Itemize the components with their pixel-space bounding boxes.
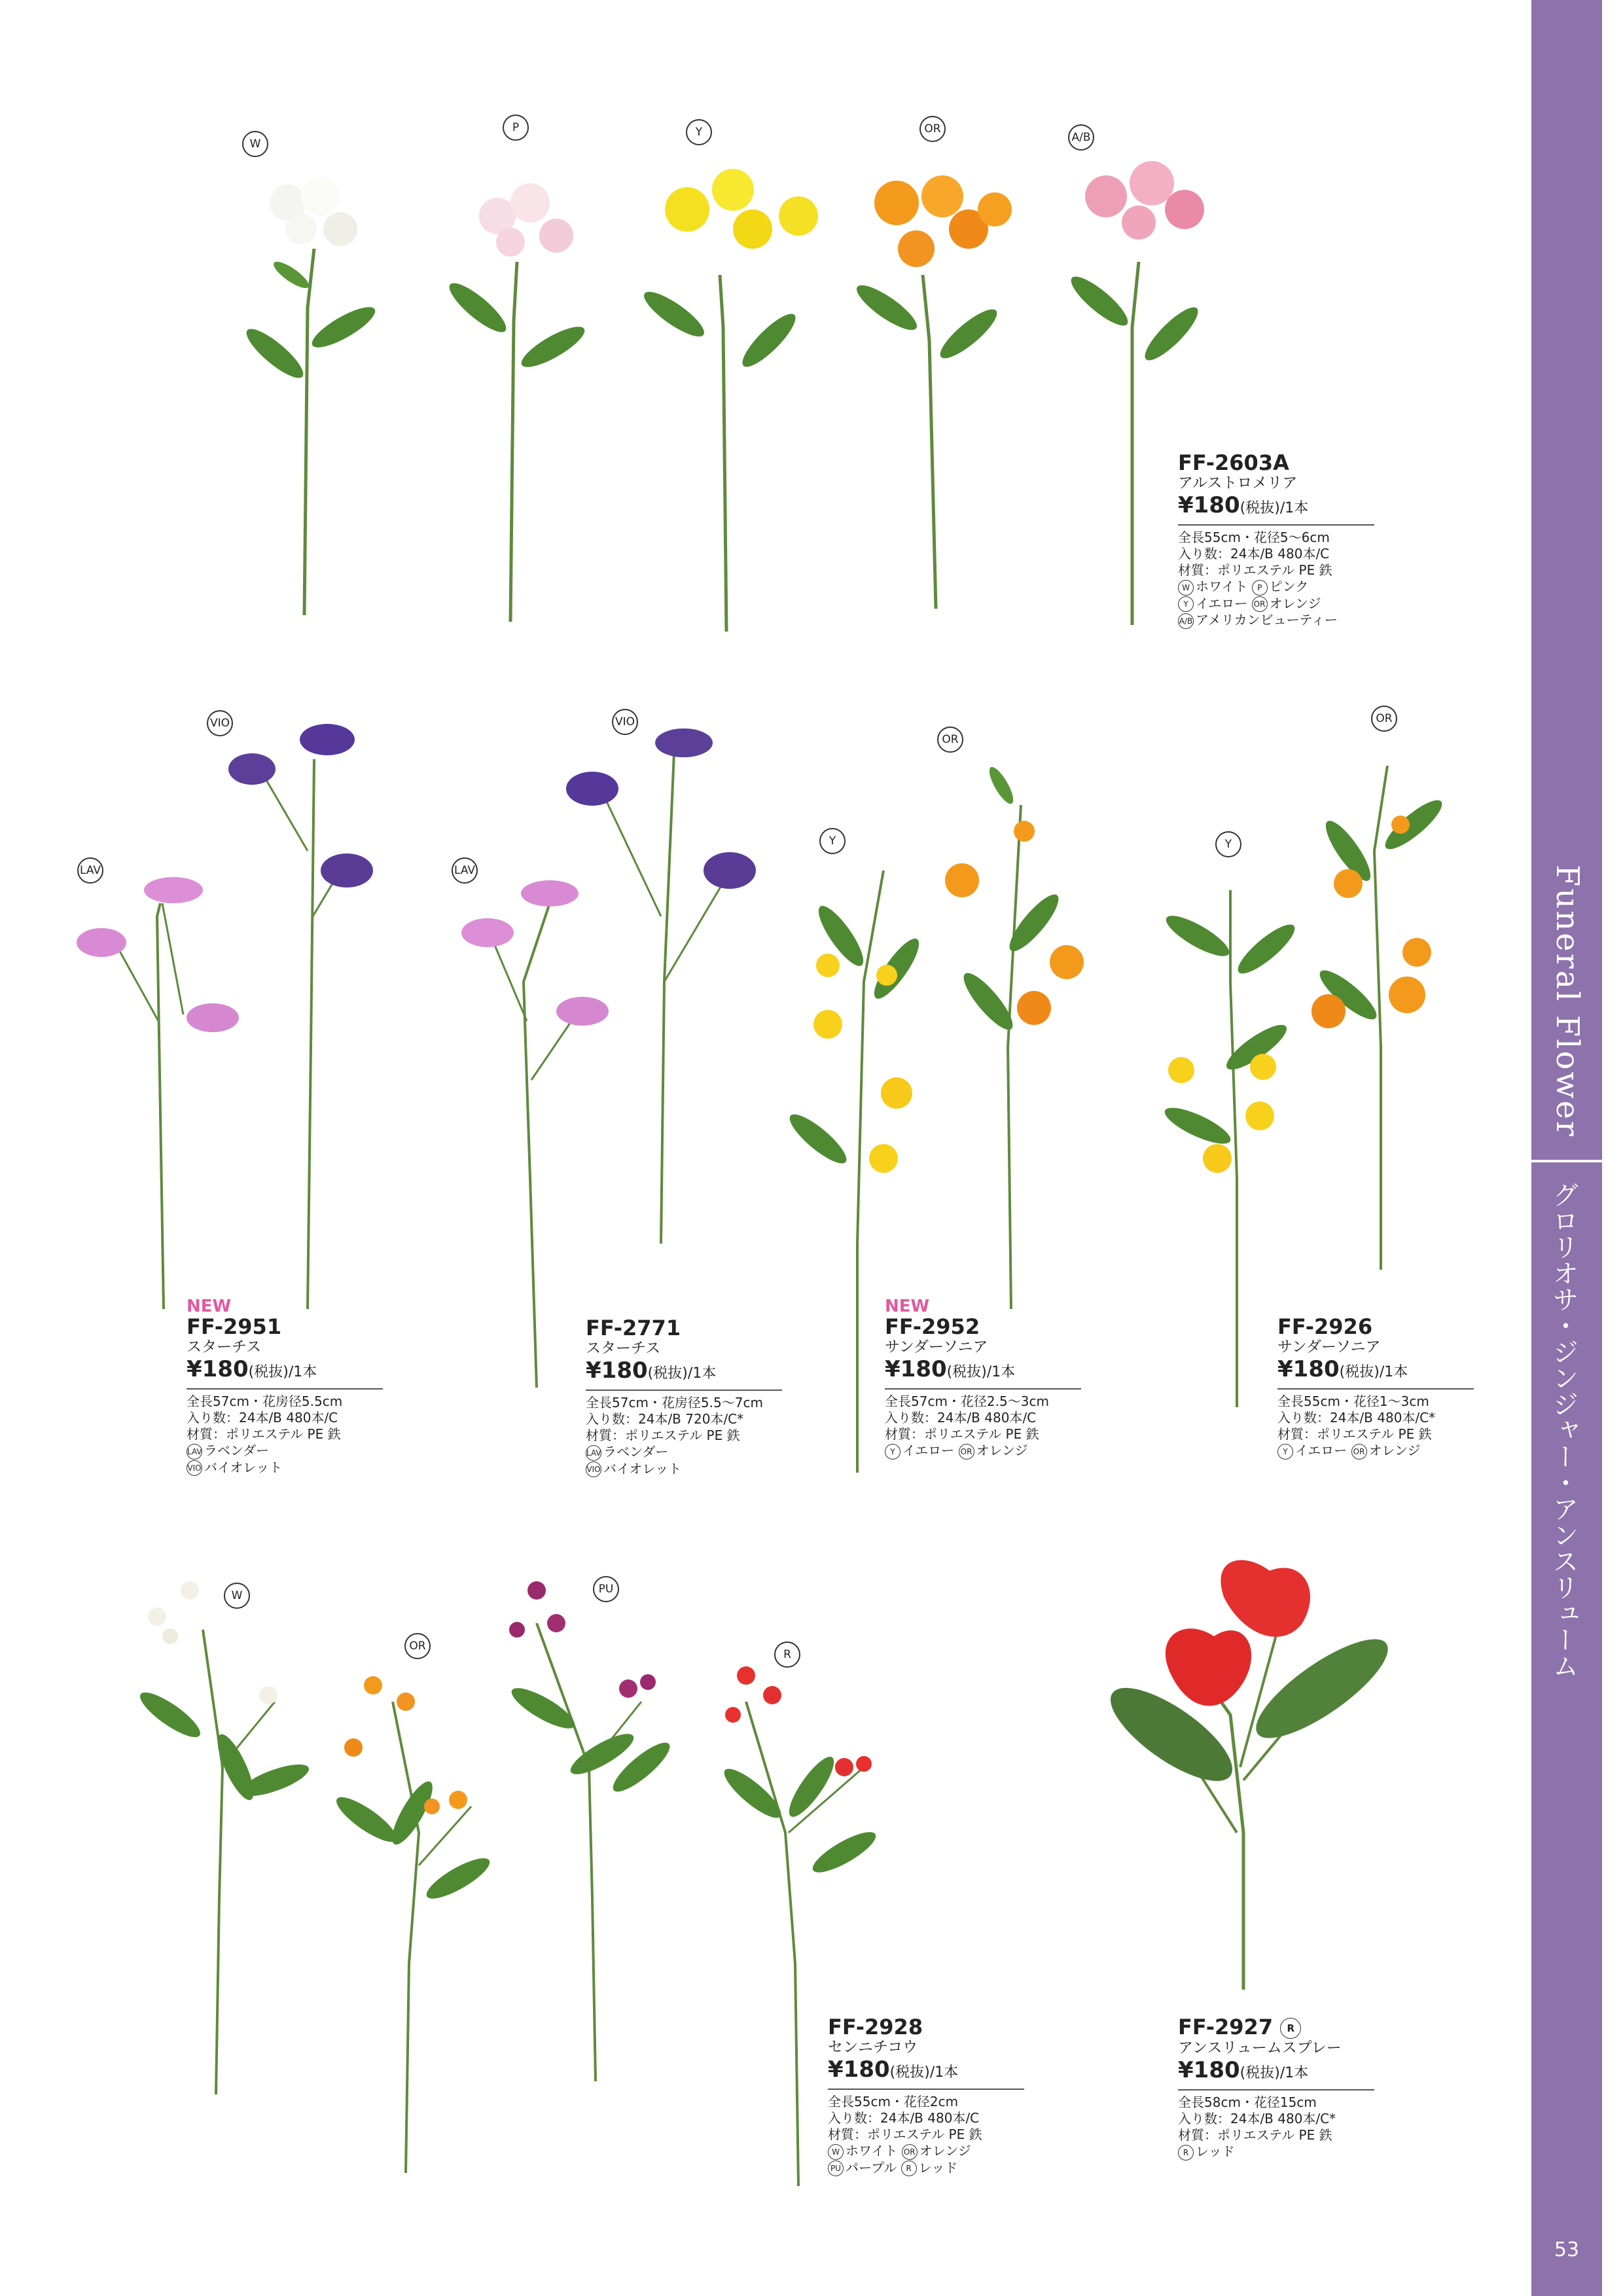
spec-quantity: 入り数：24本/B 480本/C <box>1178 546 1330 562</box>
product-name: サンダーソニア <box>885 1338 988 1355</box>
price-divider <box>586 1390 782 1391</box>
color-tag: Y <box>686 119 712 145</box>
color-options: A/B アメリカンビューティー <box>1179 612 1338 628</box>
product-ff-2603a <box>1178 452 1374 629</box>
spec-size: 全長58cm・花径15cm <box>1178 2094 1317 2110</box>
color-tag: R <box>774 1641 800 1668</box>
product-code: FF-2951 <box>187 1314 282 1339</box>
price-divider <box>1178 524 1374 526</box>
product-code: FF-2928 <box>828 2015 923 2039</box>
sandersonia-orange-2926-image <box>1311 766 1448 1270</box>
product-price: ¥180(税抜)/1本 <box>1178 492 1309 518</box>
spec-size: 全長57cm・花径2.5〜3cm <box>885 1393 1049 1409</box>
product-name: スターチス <box>586 1340 661 1357</box>
color-options: R レッド <box>1178 2144 1374 2161</box>
alstroemeria-yellow-image <box>639 169 818 632</box>
color-options: LAV ラベンダー <box>586 1444 669 1460</box>
color-options: Y イエロー OR オレンジ <box>1277 1443 1474 1460</box>
gomphrena-orange-image <box>331 1676 495 2173</box>
side-tab <box>1531 0 1602 2296</box>
price-divider <box>187 1388 383 1390</box>
section-title-jp: グロリオサ・ジンジャー・アンスリューム <box>1548 1181 1578 1679</box>
price-divider <box>828 2089 1024 2090</box>
side-divider <box>1531 1160 1602 1162</box>
spec-size: 全長55cm・花径1〜3cm <box>1277 1393 1429 1409</box>
color-options: VIO バイオレット <box>586 1460 682 1477</box>
product-name: アルストロメリア <box>1178 475 1298 492</box>
color-options: PU パープル R レッド <box>828 2160 1024 2177</box>
new-badge: NEW <box>885 1297 930 1316</box>
color-tag: OR <box>937 726 963 753</box>
color-tag: P <box>503 115 529 141</box>
spec-size: 全長55cm・花径2cm <box>828 2094 959 2109</box>
product-price: ¥180(税抜)/1本 <box>187 1356 317 1382</box>
product-code: FF-2603A <box>1178 450 1289 475</box>
color-tag: W <box>224 1583 250 1609</box>
product-ff-2952 <box>885 1297 1081 1460</box>
product-code: FF-2927 R <box>1178 2016 1374 2039</box>
sandersonia-orange-image <box>945 764 1084 1309</box>
product-ff-2951 <box>187 1297 383 1476</box>
spec-quantity: 入り数：24本/B 480本/C* <box>1178 2111 1336 2126</box>
product-ff-2926 <box>1277 1316 1474 1460</box>
color-options: Y イエロー OR オレンジ <box>1178 596 1374 613</box>
product-price: ¥180(税抜)/1本 <box>885 1356 1016 1382</box>
color-tag: LAV <box>77 857 103 884</box>
price-divider <box>1178 2089 1374 2090</box>
spec-quantity: 入り数：24本/B 480本/C <box>187 1410 338 1426</box>
color-tag: Y <box>1215 831 1241 857</box>
color-tag: Y <box>819 828 846 854</box>
color-tag: OR <box>404 1633 431 1659</box>
product-code: FF-2771 <box>586 1316 681 1340</box>
price-divider <box>885 1388 1081 1390</box>
spec-quantity: 入り数：24本/B 720本/C* <box>586 1411 744 1427</box>
product-name: センニチコウ <box>828 2039 918 2056</box>
product-price: ¥180(税抜)/1本 <box>1277 1356 1408 1382</box>
spec-material: 材質：ポリエステル PE 鉄 <box>187 1426 341 1442</box>
color-tag: OR <box>919 116 946 142</box>
statice-violet-image <box>228 724 373 1309</box>
product-name: アンスリュームスプレー <box>1178 2039 1342 2056</box>
page-number: 53 <box>1554 2238 1580 2261</box>
product-price: ¥180(税抜)/1本 <box>828 2056 959 2083</box>
color-options: LAV ラベンダー <box>187 1443 270 1458</box>
product-ff-2927 <box>1178 2016 1374 2161</box>
spec-quantity: 入り数：24本/B 480本/C* <box>1277 1410 1436 1426</box>
color-options: Y イエロー OR オレンジ <box>885 1443 1081 1460</box>
color-tag: LAV <box>452 857 478 884</box>
color-tag: W <box>242 131 268 157</box>
spec-quantity: 入り数：24本/B 480本/C <box>828 2110 980 2126</box>
spec-material: 材質：ポリエステル PE 鉄 <box>885 1426 1039 1442</box>
product-name: サンダーソニア <box>1277 1338 1381 1355</box>
color-options: VIO バイオレット <box>187 1459 283 1475</box>
alstroemeria-white-image <box>241 177 380 615</box>
spec-material: 材質：ポリエステル PE 鉄 <box>828 2126 982 2142</box>
spec-size: 全長57cm・花房径5.5〜7cm <box>586 1395 763 1410</box>
spec-material: 材質：ポリエステル PE 鉄 <box>1277 1426 1432 1442</box>
product-code: FF-2926 <box>1277 1314 1373 1339</box>
spec-material: 材質：ポリエステル PE 鉄 <box>586 1427 740 1443</box>
color-options: W ホワイト OR オレンジ <box>828 2143 1024 2160</box>
product-ff-2771 <box>586 1317 782 1477</box>
new-badge: NEW <box>187 1297 232 1316</box>
spec-size: 全長55cm・花径5〜6cm <box>1178 529 1330 545</box>
alstroemeria-orange-image <box>851 175 1012 609</box>
spec-quantity: 入り数：24本/B 480本/C <box>885 1410 1037 1426</box>
product-price: ¥180(税抜)/1本 <box>586 1357 717 1384</box>
product-code: FF-2952 <box>885 1314 980 1339</box>
price-divider <box>1277 1388 1474 1390</box>
statice-lavender-image <box>77 877 239 1309</box>
color-tag: A/B <box>1068 124 1094 151</box>
product-name: スターチス <box>187 1338 262 1355</box>
spec-material: 材質：ポリエステル PE 鉄 <box>1178 2127 1332 2143</box>
section-title-en: Funeral Flower <box>1549 865 1586 1138</box>
color-tag: PU <box>593 1576 619 1602</box>
spec-size: 全長57cm・花房径5.5cm <box>187 1393 343 1409</box>
statice-violet-2771-image <box>566 728 756 1244</box>
gomphrena-white-image <box>135 1581 312 2094</box>
product-price: ¥180(税抜)/1本 <box>1178 2057 1309 2083</box>
gomphrena-purple-image <box>507 1581 675 2081</box>
statice-lavender-2771-image <box>461 880 609 1388</box>
color-options: W ホワイト P ピンク <box>1178 579 1374 596</box>
alstroemeria-pink-image <box>444 183 590 622</box>
product-ff-2928 <box>828 2016 1024 2176</box>
color-tag: VIO <box>612 709 638 735</box>
color-tag: VIO <box>207 710 233 736</box>
spec-material: 材質：ポリエステル PE 鉄 <box>1178 562 1332 578</box>
anthurium-red-image <box>1097 1560 1400 1990</box>
color-tag: OR <box>1371 706 1397 732</box>
